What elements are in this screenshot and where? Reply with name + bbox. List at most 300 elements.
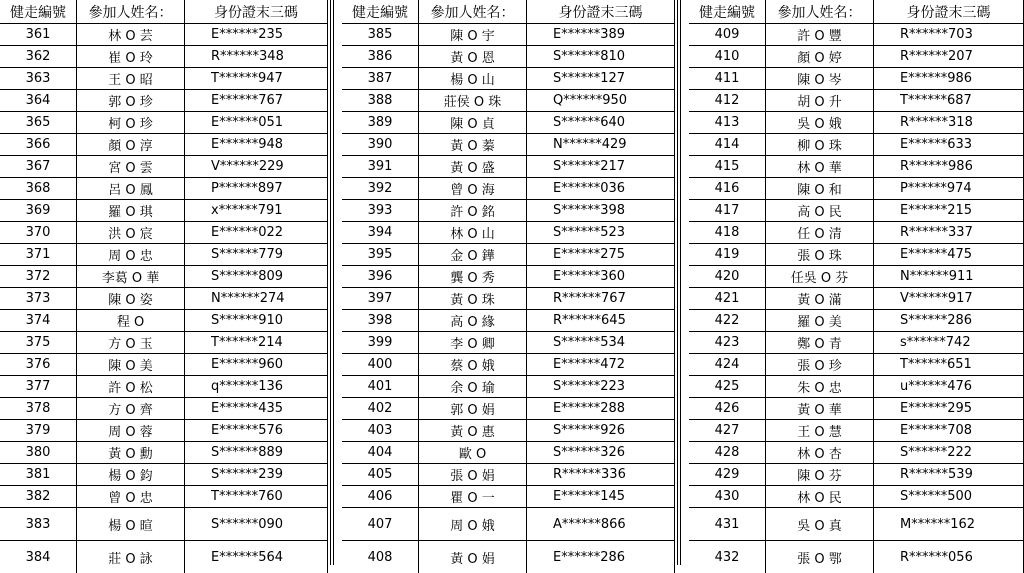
number-cell: 381: [0, 464, 77, 486]
id-cell: S******809: [185, 266, 328, 288]
table-row: [342, 266, 675, 288]
table-row: [0, 266, 328, 288]
number-cell: 395: [342, 244, 419, 266]
number-cell: 374: [0, 310, 77, 332]
id-cell: S******217: [527, 156, 675, 178]
table-row: [689, 112, 1024, 134]
block-separator: [330, 0, 334, 565]
id-cell: T******760: [185, 486, 328, 508]
name-cell: 蔡 O 娥: [419, 354, 527, 376]
id-cell: R******337: [874, 222, 1024, 244]
table-row: [342, 134, 675, 156]
name-cell: 胡 O 升: [766, 90, 874, 112]
id-cell: R******318: [874, 112, 1024, 134]
name-cell: 林 O 杏: [766, 442, 874, 464]
id-cell: E******286: [527, 541, 675, 573]
table-row: [689, 266, 1024, 288]
name-cell: 黃 O 恩: [419, 46, 527, 68]
name-cell: 楊 O 山: [419, 68, 527, 90]
name-cell: 林 O 民: [766, 486, 874, 508]
table-row: [342, 541, 675, 573]
table-row: [0, 156, 328, 178]
header-name: 參加人姓名：: [419, 0, 527, 24]
table-row: [342, 112, 675, 134]
number-cell: 408: [342, 541, 419, 573]
id-cell: N******911: [874, 266, 1024, 288]
name-cell: 宮 O 雲: [77, 156, 185, 178]
id-cell: V******229: [185, 156, 328, 178]
name-cell: 高 O 緣: [419, 310, 527, 332]
table-row: [689, 442, 1024, 464]
name-cell: 崔 O 玲: [77, 46, 185, 68]
table-row: [689, 46, 1024, 68]
name-cell: 任 O 清: [766, 222, 874, 244]
header-number: 健走編號: [0, 0, 77, 24]
id-cell: E******576: [185, 420, 328, 442]
table-row: [342, 486, 675, 508]
header-number: 健走編號: [342, 0, 419, 24]
number-cell: 427: [689, 420, 766, 442]
table-row: [342, 288, 675, 310]
number-cell: 379: [0, 420, 77, 442]
number-cell: 376: [0, 354, 77, 376]
table-row: [342, 442, 675, 464]
number-cell: 410: [689, 46, 766, 68]
table-row: [0, 310, 328, 332]
table-row: [689, 156, 1024, 178]
id-cell: E******472: [527, 354, 675, 376]
table-row: [689, 464, 1024, 486]
name-cell: 羅 O 琪: [77, 200, 185, 222]
number-cell: 384: [0, 541, 77, 573]
name-cell: 任吳 O 芬: [766, 266, 874, 288]
table-row: [0, 354, 328, 376]
id-cell: R******056: [874, 541, 1024, 573]
table-row: [342, 68, 675, 90]
table-row: [0, 376, 328, 398]
number-cell: 393: [342, 200, 419, 222]
header-name: 參加人姓名：: [766, 0, 874, 24]
table-row: [342, 46, 675, 68]
name-cell: 黃 O 娟: [419, 541, 527, 573]
id-cell: R******336: [527, 464, 675, 486]
name-cell: 余 O 瑜: [419, 376, 527, 398]
name-cell: 曾 O 海: [419, 178, 527, 200]
number-cell: 375: [0, 332, 77, 354]
name-cell: 黃 O 勳: [77, 442, 185, 464]
name-cell: 方 O 齊: [77, 398, 185, 420]
number-cell: 412: [689, 90, 766, 112]
id-cell: S******223: [527, 376, 675, 398]
name-cell: 顏 O 婷: [766, 46, 874, 68]
number-cell: 390: [342, 134, 419, 156]
block-separator: [677, 0, 681, 565]
number-cell: 388: [342, 90, 419, 112]
id-cell: E******235: [185, 24, 328, 46]
header-row: [689, 0, 1024, 24]
number-cell: 400: [342, 354, 419, 376]
id-cell: N******274: [185, 288, 328, 310]
name-cell: 林 O 芸: [77, 24, 185, 46]
id-cell: E******564: [185, 541, 328, 573]
id-cell: E******948: [185, 134, 328, 156]
number-cell: 418: [689, 222, 766, 244]
number-cell: 414: [689, 134, 766, 156]
header-row: [0, 0, 328, 24]
number-cell: 373: [0, 288, 77, 310]
number-cell: 413: [689, 112, 766, 134]
number-cell: 402: [342, 398, 419, 420]
name-cell: 許 O 松: [77, 376, 185, 398]
table-body: [342, 24, 675, 573]
id-cell: S******222: [874, 442, 1024, 464]
id-cell: T******687: [874, 90, 1024, 112]
table-row: [689, 244, 1024, 266]
name-cell: 高 O 民: [766, 200, 874, 222]
name-cell: 黃 O 滿: [766, 288, 874, 310]
table-row: [0, 24, 328, 46]
number-cell: 417: [689, 200, 766, 222]
name-cell: 吳 O 真: [766, 508, 874, 541]
id-cell: E******435: [185, 398, 328, 420]
number-cell: 365: [0, 112, 77, 134]
id-cell: M******162: [874, 508, 1024, 541]
table-row: [342, 222, 675, 244]
id-cell: S******910: [185, 310, 328, 332]
table-row: [342, 200, 675, 222]
table-row: [0, 508, 328, 541]
number-cell: 361: [0, 24, 77, 46]
id-cell: E******960: [185, 354, 328, 376]
table-row: [689, 222, 1024, 244]
header-row: [342, 0, 675, 24]
id-cell: E******389: [527, 24, 675, 46]
number-cell: 401: [342, 376, 419, 398]
id-cell: N******429: [527, 134, 675, 156]
id-cell: S******534: [527, 332, 675, 354]
name-cell: 朱 O 忠: [766, 376, 874, 398]
number-cell: 404: [342, 442, 419, 464]
number-cell: 363: [0, 68, 77, 90]
number-cell: 386: [342, 46, 419, 68]
id-cell: S******500: [874, 486, 1024, 508]
table-row: [689, 332, 1024, 354]
number-cell: 406: [342, 486, 419, 508]
id-cell: Q******950: [527, 90, 675, 112]
id-cell: E******036: [527, 178, 675, 200]
header-number: 健走編號: [689, 0, 766, 24]
id-cell: E******986: [874, 68, 1024, 90]
table-row: [342, 178, 675, 200]
name-cell: 陳 O 美: [77, 354, 185, 376]
name-cell: 羅 O 美: [766, 310, 874, 332]
name-cell: 黃 O 珠: [419, 288, 527, 310]
number-cell: 411: [689, 68, 766, 90]
name-cell: 張 O 珍: [766, 354, 874, 376]
name-cell: 張 O 娟: [419, 464, 527, 486]
id-cell: E******475: [874, 244, 1024, 266]
id-cell: E******708: [874, 420, 1024, 442]
table-row: [0, 178, 328, 200]
name-cell: 周 O 忠: [77, 244, 185, 266]
name-cell: 黃 O 惠: [419, 420, 527, 442]
id-cell: S******090: [185, 508, 328, 541]
name-cell: 程 O: [77, 310, 185, 332]
number-cell: 399: [342, 332, 419, 354]
id-cell: P******897: [185, 178, 328, 200]
number-cell: 391: [342, 156, 419, 178]
id-cell: R******645: [527, 310, 675, 332]
table-row: [342, 420, 675, 442]
number-cell: 428: [689, 442, 766, 464]
table-row: [689, 200, 1024, 222]
name-cell: 柳 O 珠: [766, 134, 874, 156]
name-cell: 張 O 珠: [766, 244, 874, 266]
table-row: [0, 288, 328, 310]
name-cell: 郭 O 娟: [419, 398, 527, 420]
id-cell: s******742: [874, 332, 1024, 354]
number-cell: 394: [342, 222, 419, 244]
table-row: [689, 134, 1024, 156]
number-cell: 369: [0, 200, 77, 222]
number-cell: 378: [0, 398, 77, 420]
id-cell: R******348: [185, 46, 328, 68]
name-cell: 楊 O 鈞: [77, 464, 185, 486]
participant-table-block-3: [689, 0, 1024, 573]
table-row: [689, 420, 1024, 442]
name-cell: 吳 O 娥: [766, 112, 874, 134]
header-id: 身份證末三碼: [874, 0, 1024, 24]
number-cell: 383: [0, 508, 77, 541]
number-cell: 420: [689, 266, 766, 288]
number-cell: 382: [0, 486, 77, 508]
name-cell: 郭 O 珍: [77, 90, 185, 112]
id-cell: S******239: [185, 464, 328, 486]
number-cell: 409: [689, 24, 766, 46]
name-cell: 方 O 玉: [77, 332, 185, 354]
name-cell: 許 O 銘: [419, 200, 527, 222]
number-cell: 364: [0, 90, 77, 112]
table-row: [342, 244, 675, 266]
table-row: [689, 398, 1024, 420]
number-cell: 398: [342, 310, 419, 332]
table-row: [342, 398, 675, 420]
table-row: [689, 178, 1024, 200]
id-cell: E******295: [874, 398, 1024, 420]
name-cell: 林 O 華: [766, 156, 874, 178]
name-cell: 陳 O 貞: [419, 112, 527, 134]
id-cell: P******974: [874, 178, 1024, 200]
header-name: 參加人姓名：: [77, 0, 185, 24]
id-cell: V******917: [874, 288, 1024, 310]
number-cell: 415: [689, 156, 766, 178]
number-cell: 377: [0, 376, 77, 398]
id-cell: E******360: [527, 266, 675, 288]
id-cell: S******127: [527, 68, 675, 90]
table-row: [0, 112, 328, 134]
name-cell: 陳 O 芬: [766, 464, 874, 486]
id-cell: S******398: [527, 200, 675, 222]
table-row: [342, 332, 675, 354]
name-cell: 柯 O 珍: [77, 112, 185, 134]
table-row: [689, 90, 1024, 112]
name-cell: 莊 O 詠: [77, 541, 185, 573]
id-cell: E******051: [185, 112, 328, 134]
number-cell: 407: [342, 508, 419, 541]
name-cell: 鄭 O 青: [766, 332, 874, 354]
table-row: [342, 376, 675, 398]
table-row: [342, 24, 675, 46]
id-cell: R******539: [874, 464, 1024, 486]
table-row: [342, 354, 675, 376]
id-cell: E******145: [527, 486, 675, 508]
number-cell: 432: [689, 541, 766, 573]
table-row: [689, 288, 1024, 310]
table-row: [689, 354, 1024, 376]
id-cell: A******866: [527, 508, 675, 541]
name-cell: 黃 O 盛: [419, 156, 527, 178]
number-cell: 429: [689, 464, 766, 486]
table-row: [0, 420, 328, 442]
id-cell: x******791: [185, 200, 328, 222]
number-cell: 431: [689, 508, 766, 541]
number-cell: 403: [342, 420, 419, 442]
name-cell: 王 O 昭: [77, 68, 185, 90]
id-cell: S******523: [527, 222, 675, 244]
number-cell: 387: [342, 68, 419, 90]
number-cell: 372: [0, 266, 77, 288]
number-cell: 380: [0, 442, 77, 464]
participant-table-block-1: [0, 0, 328, 573]
id-cell: E******022: [185, 222, 328, 244]
id-cell: S******779: [185, 244, 328, 266]
name-cell: 林 O 山: [419, 222, 527, 244]
table-row: [0, 486, 328, 508]
table-row: [0, 442, 328, 464]
participant-table-block-2: [342, 0, 675, 573]
id-cell: E******633: [874, 134, 1024, 156]
table-row: [0, 90, 328, 112]
name-cell: 周 O 蓉: [77, 420, 185, 442]
table-row: [0, 464, 328, 486]
id-cell: T******214: [185, 332, 328, 354]
id-cell: R******986: [874, 156, 1024, 178]
id-cell: q******136: [185, 376, 328, 398]
name-cell: 張 O 鄂: [766, 541, 874, 573]
table-row: [0, 541, 328, 573]
table-row: [0, 134, 328, 156]
name-cell: 李 O 卿: [419, 332, 527, 354]
name-cell: 周 O 娥: [419, 508, 527, 541]
table-row: [689, 508, 1024, 541]
id-cell: E******275: [527, 244, 675, 266]
name-cell: 陳 O 岑: [766, 68, 874, 90]
name-cell: 黃 O 華: [766, 398, 874, 420]
name-cell: 顏 O 淳: [77, 134, 185, 156]
number-cell: 405: [342, 464, 419, 486]
id-cell: S******889: [185, 442, 328, 464]
table-row: [342, 508, 675, 541]
table-row: [689, 68, 1024, 90]
name-cell: 呂 O 鳳: [77, 178, 185, 200]
id-cell: S******286: [874, 310, 1024, 332]
number-cell: 389: [342, 112, 419, 134]
id-cell: S******926: [527, 420, 675, 442]
id-cell: T******651: [874, 354, 1024, 376]
number-cell: 425: [689, 376, 766, 398]
name-cell: 曾 O 忠: [77, 486, 185, 508]
number-cell: 426: [689, 398, 766, 420]
number-cell: 366: [0, 134, 77, 156]
table-row: [0, 46, 328, 68]
table-row: [689, 310, 1024, 332]
name-cell: 瞿 O 一: [419, 486, 527, 508]
name-cell: 洪 O 宸: [77, 222, 185, 244]
number-cell: 367: [0, 156, 77, 178]
table-row: [689, 376, 1024, 398]
name-cell: 金 O 鏵: [419, 244, 527, 266]
name-cell: 黃 O 蓁: [419, 134, 527, 156]
number-cell: 423: [689, 332, 766, 354]
table-row: [0, 68, 328, 90]
number-cell: 397: [342, 288, 419, 310]
table-row: [689, 24, 1024, 46]
id-cell: u******476: [874, 376, 1024, 398]
table-body: [689, 24, 1024, 573]
table-row: [0, 244, 328, 266]
header-id: 身份證末三碼: [185, 0, 328, 24]
number-cell: 416: [689, 178, 766, 200]
table-row: [689, 541, 1024, 573]
id-cell: S******640: [527, 112, 675, 134]
id-cell: E******288: [527, 398, 675, 420]
number-cell: 430: [689, 486, 766, 508]
number-cell: 422: [689, 310, 766, 332]
header-id: 身份證末三碼: [527, 0, 675, 24]
id-cell: T******947: [185, 68, 328, 90]
table-row: [689, 486, 1024, 508]
table-row: [342, 310, 675, 332]
id-cell: S******810: [527, 46, 675, 68]
id-cell: R******767: [527, 288, 675, 310]
name-cell: 龔 O 秀: [419, 266, 527, 288]
number-cell: 419: [689, 244, 766, 266]
table-row: [342, 90, 675, 112]
table-row: [0, 332, 328, 354]
id-cell: R******207: [874, 46, 1024, 68]
name-cell: 陳 O 宇: [419, 24, 527, 46]
number-cell: 424: [689, 354, 766, 376]
table-row: [342, 156, 675, 178]
table-body: [0, 24, 328, 573]
number-cell: 392: [342, 178, 419, 200]
table-row: [0, 398, 328, 420]
number-cell: 385: [342, 24, 419, 46]
id-cell: R******703: [874, 24, 1024, 46]
id-cell: E******767: [185, 90, 328, 112]
id-cell: E******215: [874, 200, 1024, 222]
table-row: [0, 200, 328, 222]
number-cell: 362: [0, 46, 77, 68]
number-cell: 371: [0, 244, 77, 266]
number-cell: 368: [0, 178, 77, 200]
number-cell: 370: [0, 222, 77, 244]
table-row: [342, 464, 675, 486]
name-cell: 莊侯 O 珠: [419, 90, 527, 112]
name-cell: 楊 O 暄: [77, 508, 185, 541]
name-cell: 王 O 慧: [766, 420, 874, 442]
name-cell: 歐 O: [419, 442, 527, 464]
